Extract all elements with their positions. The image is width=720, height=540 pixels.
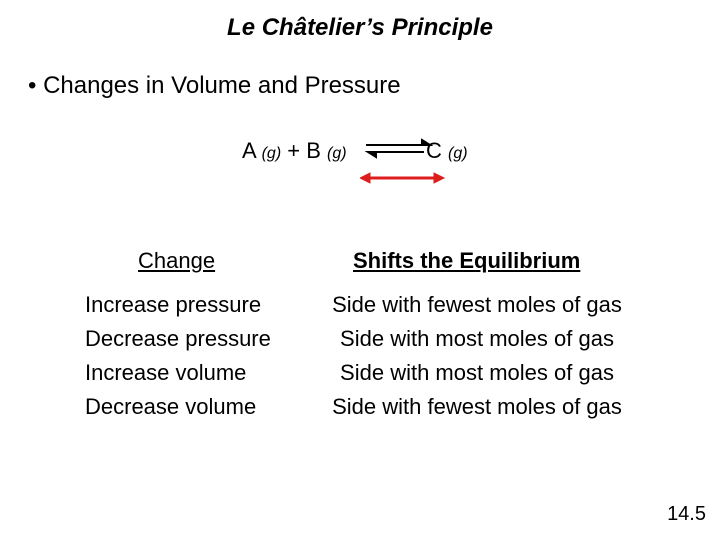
product-c: C [426,138,442,163]
slide-title: Le Châtelier’s Principle [227,14,493,41]
bullet-point: • Changes in Volume and Pressure [28,72,401,99]
reactant-b-state: (g) [327,145,347,162]
change-column [85,288,271,424]
shift-double-arrow-icon [360,173,444,183]
reactant-b: + B [287,138,321,163]
shift-cell: Side with most moles of gas [340,360,614,385]
reactant-a: A [242,138,256,163]
equation-product [426,138,468,164]
change-cell: Increase volume [85,360,247,385]
equation-reactants [242,138,347,164]
product-c-state: (g) [448,145,468,162]
change-cell: Increase pressure [85,292,262,317]
column-header-shifts: Shifts the Equilibrium [353,248,581,273]
shift-cell: Side with fewest moles of gas [332,394,622,419]
equilibrium-double-arrow-icon [366,140,430,157]
shift-cell: Side with fewest moles of gas [332,292,622,317]
reactant-a-state: (g) [261,145,282,162]
change-cell: Decrease pressure [85,326,271,351]
page-number: 14.5 [667,503,706,525]
shift-cell: Side with most moles of gas [340,326,614,351]
shift-column [318,288,636,424]
change-cell: Decrease volume [85,394,257,419]
column-header-change: Change [138,248,216,273]
